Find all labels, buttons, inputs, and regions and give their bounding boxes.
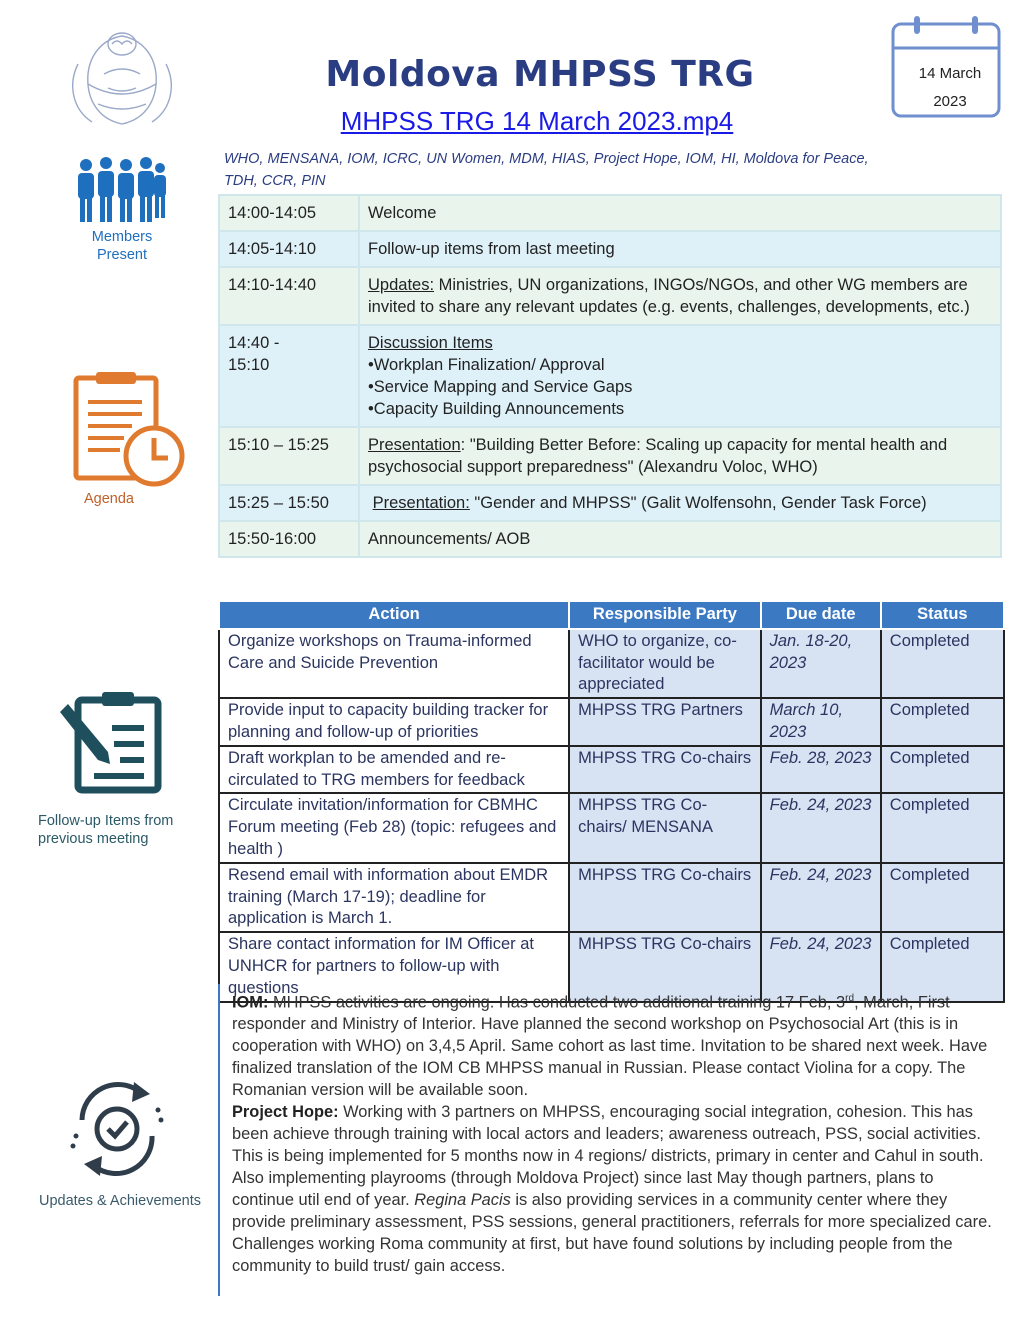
page-title: Moldova MHPSS TRG: [325, 54, 755, 95]
agenda-time: 14:40 - 15:10: [219, 325, 359, 427]
agenda-label: Agenda: [84, 491, 134, 507]
action-cell: Draft workplan to be amended and re-circulated to TRG members for feedback: [219, 746, 569, 794]
status-cell: Completed: [881, 863, 1004, 932]
agenda-item: [359, 485, 1001, 521]
people-group-icon: [72, 156, 168, 232]
project-hope-text-cont: is also providing services in a community center where they provide preliminary assessment, PSS sessions, general practitioners, referrals for more specialized care. Challenges working Roma community at first, but have found solutions by including people from the community to build trust/ gain access.: [232, 1191, 992, 1276]
table-header-row: [219, 601, 1004, 629]
table-row: [219, 629, 1004, 698]
action-cell: Circulate invitation/information for CBMHC Forum meeting (Feb 28) (topic: refugees and health ): [219, 793, 569, 862]
updates-section: [232, 988, 994, 1277]
agenda-item-heading: Updates:: [368, 276, 435, 294]
agenda-row: [219, 267, 1001, 325]
members-present-list: [224, 148, 984, 192]
agenda-row: [219, 485, 1001, 521]
agenda-item-heading: Presentation:: [372, 494, 470, 512]
status-cell: Completed: [881, 698, 1004, 746]
column-header-due-date: Due date: [761, 601, 881, 629]
project-hope-text: Working with 3 partners on MHPSS, encouraging social integration, cohesion. This has been achieve through training with local actors and leaders; awareness outreach, PSS, social activities. This is being implemented for 5 months now in 4 regions/ districts, primary in center and Cahul in south. Also implementing playrooms (through Moldova Project) since last May though partners, plans to continue util end of year.: [232, 1103, 984, 1210]
agenda-bullet: •Service Mapping and Service Gaps: [368, 378, 633, 396]
iom-text-cont: , March, First responder and Ministry of Interior. Have planned the second workshop on Psychosocial Art (this is in cooperation with WHO) on 3,4,5 April. Same cohort as last time. Invitation to be shared next week. Have finalized translation of the IOM CB MHPSS manual in Russian. Please contact Violina for a copy. The Romanian version will be available soon.: [232, 993, 988, 1100]
agenda-bullet: •Capacity Building Announcements: [368, 400, 625, 418]
due-date-cell: Feb. 24, 2023: [761, 793, 881, 862]
calendar-date: [890, 60, 1010, 116]
party-cell: MHPSS TRG Co-chairs: [569, 863, 760, 932]
agenda-item: [359, 427, 1001, 485]
agenda-table: [218, 194, 1002, 558]
clipboard-pen-icon: [56, 690, 168, 794]
followup-label-line1: Follow-up Items from: [38, 813, 174, 829]
updates-divider: [218, 984, 220, 1296]
brain-hands-logo-icon: [58, 14, 186, 136]
table-row: [219, 698, 1004, 746]
status-cell: Completed: [881, 793, 1004, 862]
action-cell: Organize workshops on Trauma-informed Care and Suicide Prevention: [219, 629, 569, 698]
party-cell: MHPSS TRG Co-chairs: [569, 746, 760, 794]
party-cell: MHPSS TRG Co-chairs: [569, 932, 760, 1001]
calendar-year: 2023: [933, 93, 967, 110]
party-cell: MHPSS TRG Co-chairs/ MENSANA: [569, 793, 760, 862]
action-cell: Resend email with information about EMDR training (March 17-19); deadline for application is March 1.: [219, 863, 569, 932]
agenda-item: [359, 325, 1001, 427]
action-cell: Share contact information for IM Officer at UNHCR for partners to follow-up with questions: [219, 932, 569, 1001]
members-label-line1: Members: [91, 229, 153, 245]
agenda-row: [219, 195, 1001, 231]
agenda-bullet: •Workplan Finalization/ Approval: [368, 356, 605, 374]
video-recording-link[interactable]: MHPSS TRG 14 March 2023.mp4: [340, 106, 734, 136]
project-hope-update: [232, 1101, 994, 1277]
agenda-item-text: "Gender and MHPSS" (Galit Wolfensohn, Gender Task Force): [469, 494, 927, 512]
agenda-row: [219, 521, 1001, 557]
agenda-time: 15:50-16:00: [219, 521, 359, 557]
column-header-responsible-party: Responsible Party: [569, 601, 760, 629]
due-date-cell: Feb. 28, 2023: [761, 746, 881, 794]
column-header-action: Action: [219, 601, 569, 629]
agenda-time: 14:10-14:40: [219, 267, 359, 325]
agenda-row: [219, 325, 1001, 427]
agenda-item: Announcements/ AOB: [359, 521, 1001, 557]
column-header-status: Status: [881, 601, 1004, 629]
agenda-time: 15:25 – 15:50: [219, 485, 359, 521]
members-present-label: [66, 228, 178, 264]
due-date-cell: Feb. 24, 2023: [761, 932, 881, 1001]
project-hope-label: Project Hope:: [232, 1103, 339, 1122]
iom-update: [232, 988, 994, 1101]
table-row: [219, 746, 1004, 794]
due-date-cell: March 10, 2023: [761, 698, 881, 746]
followup-label-line2: previous meeting: [38, 831, 149, 847]
cycle-check-icon: [64, 1074, 170, 1184]
updates-achievements-label: Updates & Achievements: [38, 1193, 201, 1209]
status-cell: Completed: [881, 629, 1004, 698]
party-cell: WHO to organize, co-facilitator would be appreciated: [569, 629, 760, 698]
agenda-item-text: : "Building Better Before: Scaling up capacity for mental health and psychosocial support preparedness" (Alexandru Voloc, WHO): [368, 436, 948, 476]
agenda-item-text: Ministries, UN organizations, INGOs/NGOs, and other WG members are invited to share any relevant updates (e.g. events, challenges, developments, etc.): [368, 276, 970, 316]
iom-superscript: rd: [845, 993, 855, 1004]
agenda-item-heading: Discussion Items: [368, 334, 493, 352]
regina-pacis-name: Regina Pacis: [414, 1191, 511, 1210]
status-cell: Completed: [881, 932, 1004, 1001]
action-cell: Provide input to capacity building tracker for planning and follow-up of priorities: [219, 698, 569, 746]
agenda-clipboard-clock-icon: [72, 372, 188, 492]
table-row: [219, 793, 1004, 862]
members-label-line2: Present: [97, 247, 147, 263]
agenda-row: [219, 231, 1001, 267]
agenda-item: [359, 267, 1001, 325]
members-list-line2: TDH, CCR, PIN: [224, 173, 326, 189]
due-date-cell: Feb. 24, 2023: [761, 863, 881, 932]
calendar-day-month: 14 March: [918, 65, 982, 82]
iom-text: MHPSS activities are ongoing. Has conducted two additional training 17 Feb, 3: [268, 993, 846, 1012]
agenda-item: Follow-up items from last meeting: [359, 231, 1001, 267]
agenda-time: 14:05-14:10: [219, 231, 359, 267]
party-cell: MHPSS TRG Partners: [569, 698, 760, 746]
members-list-line1: WHO, MENSANA, IOM, ICRC, UN Women, MDM, HIAS, Project Hope, IOM, HI, Moldova for Peace,: [224, 151, 869, 167]
agenda-item-heading: Presentation: [368, 436, 461, 454]
table-row: [219, 863, 1004, 932]
agenda-time: 14:00-14:05: [219, 195, 359, 231]
agenda-time: 15:10 – 15:25: [219, 427, 359, 485]
status-cell: Completed: [881, 746, 1004, 794]
agenda-row: [219, 427, 1001, 485]
due-date-cell: Jan. 18-20, 2023: [761, 629, 881, 698]
iom-label: IOM:: [232, 993, 269, 1012]
followup-label: [38, 812, 198, 848]
action-items-table: [218, 600, 1005, 1003]
agenda-item: Welcome: [359, 195, 1001, 231]
